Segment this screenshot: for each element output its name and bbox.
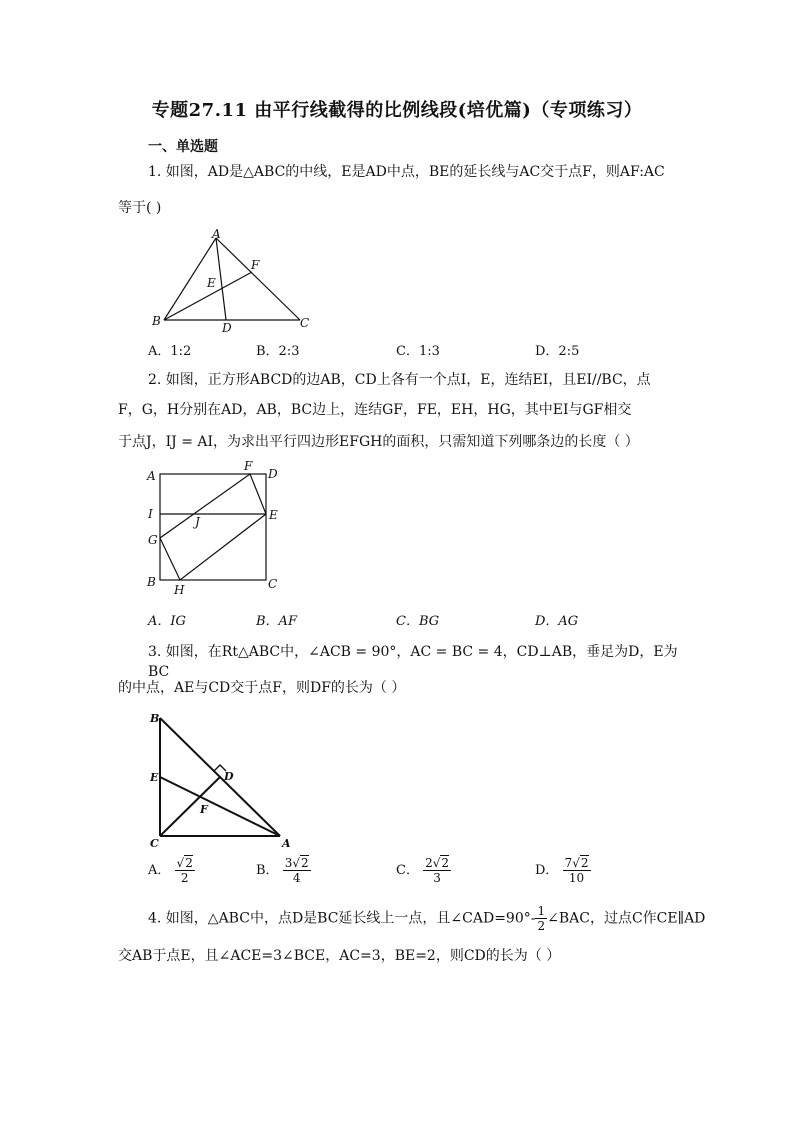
q3-label-f: F <box>200 803 208 816</box>
q2-stem-line3: 于点J，IJ = AI，为求出平行四边形EFGH的面积，只需知道下列哪条边的长度（ ） <box>118 434 639 450</box>
q1-option-c[interactable]: C．1:3 <box>396 344 440 359</box>
q3-option-d[interactable] <box>535 856 591 885</box>
q2-option-d[interactable]: D．AG <box>535 614 579 629</box>
q2-option-b[interactable]: B．AF <box>256 614 297 629</box>
q1-option-a[interactable]: A．1:2 <box>148 344 192 359</box>
q2-options <box>148 610 708 628</box>
q3-option-c-fraction: $\frac{2√2}{3}$ <box>425 856 450 885</box>
q3-option-a-fraction: $\frac{√2}{2}$ <box>176 856 193 885</box>
q3-label-b: B <box>150 712 160 725</box>
q3-triangle-figure <box>140 706 300 852</box>
q2-label-a: A <box>147 469 156 483</box>
q4-stem-line1 <box>148 904 708 933</box>
section-heading: 一、单选题 <box>148 139 218 155</box>
q2-option-a[interactable]: A．IG <box>148 614 186 629</box>
q1-options <box>148 340 708 358</box>
q3-stem-line1: 3. 如图，在Rt△ABC中，∠ACB = 90°，AC = BC = 4，CD⊥AB，垂足为D，E为BC <box>148 644 678 680</box>
q1-median-ad <box>216 238 226 320</box>
q3-label-e: E <box>150 771 159 784</box>
q2-label-f: F <box>244 459 253 473</box>
q3-option-a[interactable] <box>148 856 195 885</box>
q3-label-d: D <box>224 770 234 783</box>
q3-option-b-letter: B． <box>256 863 279 878</box>
q4-stem-line2: 交AB于点E，且∠ACE=3∠BCE，AC=3，BE=2，则CD的长为（ ） <box>118 948 561 964</box>
q2-label-e: E <box>269 508 278 522</box>
q3-option-b-fraction: $\frac{3√2}{4}$ <box>284 856 309 885</box>
q3-option-d-letter: D． <box>535 863 559 878</box>
q2-label-i: I <box>148 507 153 521</box>
q1-side-ac <box>216 238 300 320</box>
q2-square-figure <box>140 458 290 598</box>
q1-stem-line1: 1. 如图，AD是△ABC的中线，E是AD中点，BE的延长线与AC交于点F，则AF:AC <box>148 164 665 180</box>
q1-label-a: A <box>212 228 221 241</box>
q4-stem-line1-start: 4. 如图，△ABC中，点D是BC延长线上一点，且∠CAD=90°- <box>148 910 536 927</box>
q3-option-c[interactable] <box>396 856 451 885</box>
q3-label-c: C <box>150 837 159 850</box>
q2-stem-line1: 2. 如图，正方形ABCD的边AB，CD上各有一个点I，E，连结EI，且EI//BC，点 <box>148 372 651 388</box>
q3-segment-ae <box>160 777 280 836</box>
q3-label-a: A <box>282 837 291 850</box>
q3-option-a-letter: A． <box>148 863 171 878</box>
q2-label-d: D <box>268 467 278 481</box>
q4-stem-line1-end: ∠BAC，过点C作CE∥AD <box>547 910 706 927</box>
q1-label-c: C <box>300 316 310 330</box>
q1-option-d[interactable]: D．2:5 <box>535 344 580 359</box>
q1-label-b: B <box>152 314 161 328</box>
q1-label-f: F <box>251 258 260 272</box>
q3-altitude-cd <box>160 777 220 836</box>
q4-half-fraction: $\frac{1}{2}$ <box>537 904 546 933</box>
q3-stem-line2: 的中点，AE与CD交于点F，则DF的长为（ ） <box>118 680 406 696</box>
q1-stem-line2: 等于( ) <box>118 200 162 216</box>
q3-option-c-letter: C． <box>396 863 419 878</box>
q1-option-b[interactable]: B．2:3 <box>256 344 300 359</box>
q1-triangle-figure <box>140 228 330 338</box>
q2-label-j: J <box>195 515 200 529</box>
q2-parallelogram-efgh <box>160 474 266 580</box>
q3-option-b[interactable] <box>256 856 311 885</box>
q3-option-d-fraction: $\frac{7√2}{10}$ <box>564 856 589 885</box>
q2-option-c[interactable]: C．BG <box>396 614 440 629</box>
page-title: 专题27.11 由平行线截得的比例线段(培优篇)（专项练习） <box>151 100 643 121</box>
q3-options <box>148 856 708 896</box>
q1-label-d: D <box>222 321 232 335</box>
q2-label-b: B <box>147 575 156 589</box>
q2-label-c: C <box>268 577 278 591</box>
q2-label-h: H <box>174 583 185 597</box>
q1-label-e: E <box>207 276 216 290</box>
q2-label-g: G <box>148 533 158 547</box>
q2-stem-line2: F，G，H分别在AD，AB，BC边上，连结GF，FE，EH，HG，其中EI与GF相交 <box>118 402 632 418</box>
